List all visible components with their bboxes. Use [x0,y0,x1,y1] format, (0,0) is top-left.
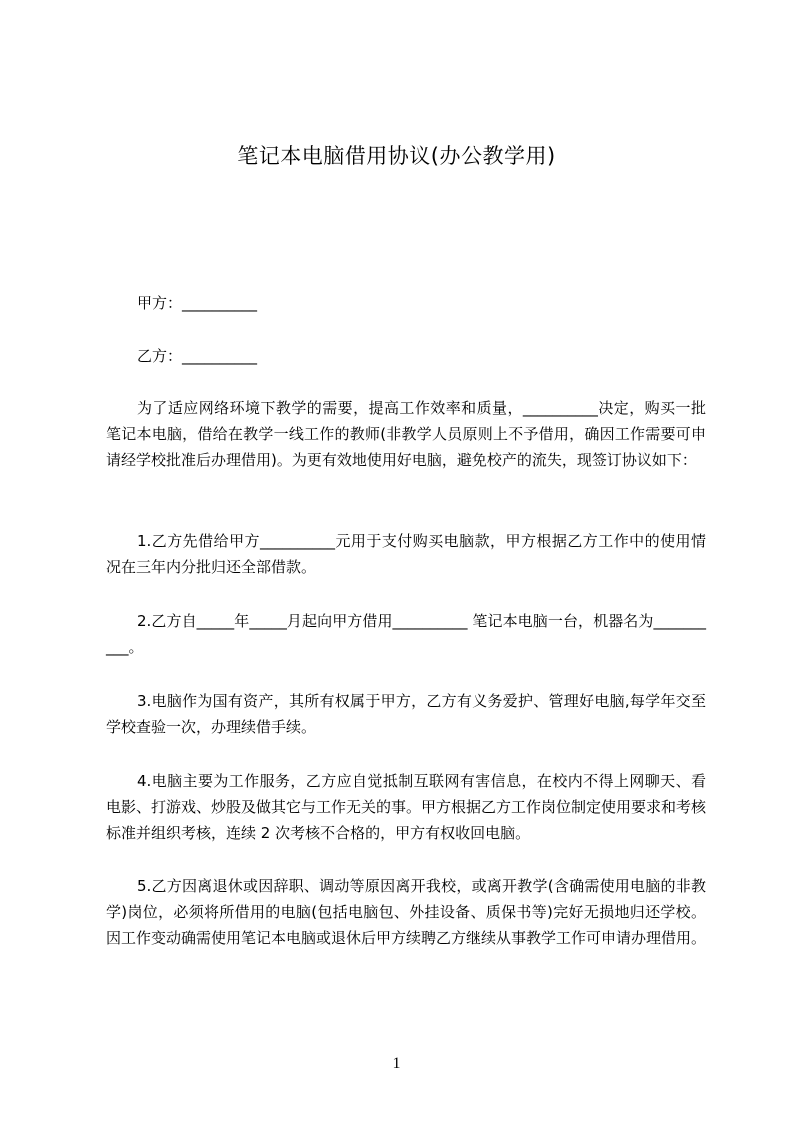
page-number: 1 [392,1055,401,1072]
party-b-line: 乙方：__________ [137,347,258,365]
clause-1: 1.乙方先借给甲方__________元用于支付购买电脑款，甲方根据乙方工作中的使用情况在三年内分批归还全部借款。 [106,532,706,576]
document-title: 笔记本电脑借用协议(办公教学用) [237,144,556,168]
party-a-line: 甲方：__________ [137,294,258,312]
intro-paragraph: 为了适应网络环境下教学的需要，提高工作效率和质量，__________决定，购买一批笔记本电脑，借给在教学一线工作的教师(非教学人员原则上不予借用，确因工作需要可申请经学校批准后办理借用)。为更有效地使用好电脑，避免校产的流失，现签订协议如下： [106,399,706,469]
clause-5: 5.乙方因离退休或因辞职、调动等原因离开我校，或离开教学(含确需使用电脑的非教学)岗位，必须将所借用的电脑(包括电脑包、外挂设备、质保书等)完好无损地归还学校。因工作变动确需使用笔记本电脑或退休后甲方续聘乙方继续从事教学工作可申请办理借用。 [106,877,707,947]
clause-4: 4.电脑主要为工作服务，乙方应自觉抵制互联网有害信息，在校内不得上网聊天、看电影、打游戏、炒股及做其它与工作无关的事。甲方根据乙方工作岗位制定使用要求和考核标准并组织考核，连续 2 次考核不合格的，甲方有权收回电脑。 [106,772,707,842]
clause-2: 2.乙方自_____年_____月起向甲方借用__________ 笔记本电脑一台，机器名为__________。 [106,612,706,656]
clause-3: 3.电脑作为国有资产，其所有权属于甲方，乙方有义务爱护、管理好电脑,每学年交至学校查验一次，办理续借手续。 [106,692,706,736]
